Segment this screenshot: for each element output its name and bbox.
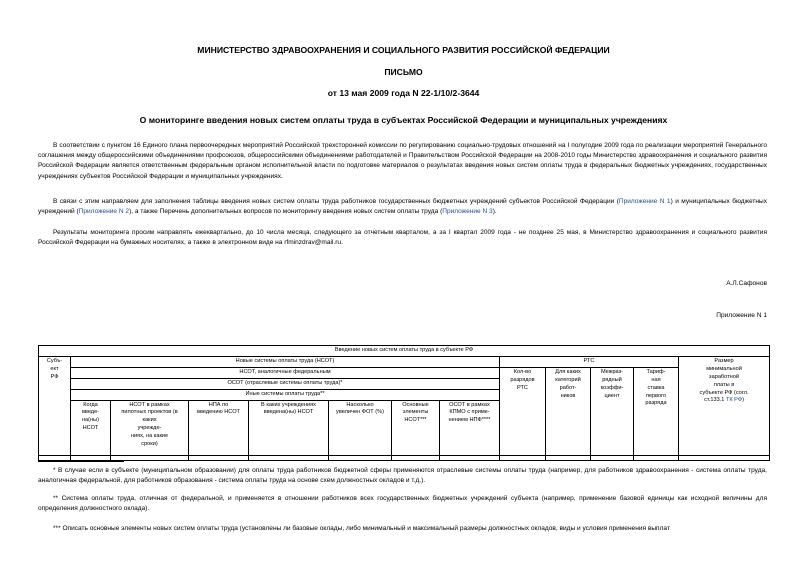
link-appendix-3[interactable]: Приложение N 3 — [442, 208, 493, 216]
header-rts-col: Межраз- рядный коэффи- циент — [591, 367, 634, 455]
header-min-wage — [679, 356, 770, 455]
table-cell[interactable] — [392, 455, 440, 460]
table-cell[interactable] — [500, 455, 546, 460]
paragraph-2-text-a: В связи с этим направляем для заполнения таблицы введения новых систем оплаты труда работников государственных бюджетных учреждений субъектов Российской Федерации ( — [53, 198, 619, 205]
header-rts-col: Для каких категорий работ- ников — [546, 367, 591, 455]
link-tk-rf[interactable]: ТК РФ — [725, 397, 743, 404]
table-cell[interactable] — [111, 455, 189, 460]
header-subject: Субъ- ект РФ — [39, 356, 71, 455]
header-rts-col: Тариф- ная ставка первого разряда — [634, 367, 679, 455]
table-cell[interactable] — [679, 455, 770, 460]
header-col: В каких учреждениях введена(ны) НСОТ — [249, 400, 329, 455]
min-wage-close: ) — [742, 397, 744, 404]
table-cell[interactable] — [546, 455, 591, 460]
table-cell[interactable] — [39, 455, 71, 460]
table-cell[interactable] — [71, 455, 111, 460]
paragraph-2-text-c: ), а также Перечень дополнительных вопросов по мониторингу введения новых систем оплаты труда ( — [129, 208, 443, 216]
footnote-3: *** Описать основные элементы новых систем оплаты труда (установлены ли базовые оклады, либо минимальный и максимальный размеры должностных окладов, виды и условия применения выплат — [53, 525, 670, 532]
appendix-label: Приложение N 1 — [716, 312, 767, 319]
header-col: Основные элементы НСОТ*** — [392, 400, 440, 455]
footnote-divider — [38, 461, 124, 462]
table-cell[interactable] — [329, 455, 392, 460]
header-col: Когда введе- на(ны) НСОТ — [71, 400, 111, 455]
document-subject: О мониторинге введения новых систем оплаты труда в субъектах Российской Федерации и муниципальных учреждениях — [139, 115, 668, 125]
document-type: ПИСЬМО — [384, 67, 423, 77]
min-wage-text: Размер минимальной заработной платы в субъекте РФ (согл. ст.133.1 — [699, 357, 749, 404]
paragraph-2 — [38, 197, 767, 217]
table-cell[interactable] — [440, 455, 500, 460]
document-date-number: от 13 мая 2009 года N 22-1/10/2-3644 — [327, 88, 480, 98]
header-rts: РТС — [500, 356, 679, 367]
signature: А.Л.Сафонов — [726, 280, 767, 287]
monitoring-table — [38, 345, 770, 461]
header-nsot-federal: НСОТ, аналогичные федеральным — [71, 367, 500, 378]
link-appendix-1[interactable]: Приложение N 1 — [618, 198, 671, 205]
header-col: Насколько увеличен ФОТ (%) — [329, 400, 392, 455]
paragraph-2-text-d: ). — [492, 208, 497, 216]
paragraph-3: Результаты мониторинга просим направлять ежеквартально, до 10 числа месяца, следующего за отчетным кварталом, а за I квартал 2009 года - не позднее 25 мая, в Министерство здравоохранения и социального развития Российской Федерации на бумажных носителях, а также в электронном виде на rfminzdrav@mail.ru. — [38, 229, 767, 247]
paragraph-1: В соответствии с пунктом 16 Единого плана первоочередных мероприятий Российской трехсторонней комиссии по регулированию социально-трудовых отношений на I полугодие 2009 года по реализации мероприятий Генерального соглашения между общероссийскими объединениями профсоюзов, общероссийскими объединениями работодателей и Правительством Российской Федерации на 2008-2010 годы Министерство здравоохранения и социального развития Российской Федерации является ответственным федеральным органом исполнительной власти по подготовке материалов о результатах введения новых систем оплаты труда в федеральных бюджетных учреждениях, государственных учреждениях субъектов Российской Федерации и муниципальных учреждениях. — [38, 142, 767, 180]
ministry-title: МИНИСТЕРСТВО ЗДРАВООХРАНЕНИЯ И СОЦИАЛЬНОГО РАЗВИТИЯ РОССИЙСКОЙ ФЕДЕРАЦИИ — [197, 45, 610, 55]
table-cell[interactable] — [249, 455, 329, 460]
header-nsot: Новые системы оплаты труда (НСОТ) — [71, 356, 500, 367]
paragraph-2-text-b: ) и муниципальных бюджетных учреждений ( — [38, 198, 768, 216]
link-appendix-2[interactable]: Приложение N 2 — [78, 208, 130, 216]
header-osot: ОСОТ (отраслевые системы оплаты труда)* — [71, 378, 500, 389]
header-col: НСОТ в рамках пилотных проектов (в каких учрежде- ниях, на какие сроки) — [111, 400, 189, 455]
table-cell[interactable] — [189, 455, 249, 460]
table-cell[interactable] — [634, 455, 679, 460]
footnote-1: * В случае если в субъекте (муниципальном образовании) для оплаты труда работников бюджетной сферы применяются отраслевые системы оплаты труда (например, для работников здравоохранения - система оплаты труда, аналогичная федеральной, для работников образования - система оплаты труда на основе схем должностных окладов и т.д.). — [38, 467, 767, 485]
table-cell[interactable] — [591, 455, 634, 460]
table-title: Введение новых систем оплаты труда в субъекте РФ — [39, 346, 770, 357]
header-other-systems: Иные системы оплаты труда** — [71, 389, 500, 400]
header-col: НПА по введению НСОТ — [189, 400, 249, 455]
header-rts-col: Кол-во разрядов РТС — [500, 367, 546, 455]
footnote-2: ** Система оплаты труда, отличная от федеральной, и применяется в отношении работников всех государственных бюджетных учреждений субъекта (например, применение базовой единицы как исходной величины для определения должностного оклада). — [38, 495, 767, 513]
header-col: ОСОТ в рамках КПМО с приме- нением НПФ**** — [440, 400, 500, 455]
